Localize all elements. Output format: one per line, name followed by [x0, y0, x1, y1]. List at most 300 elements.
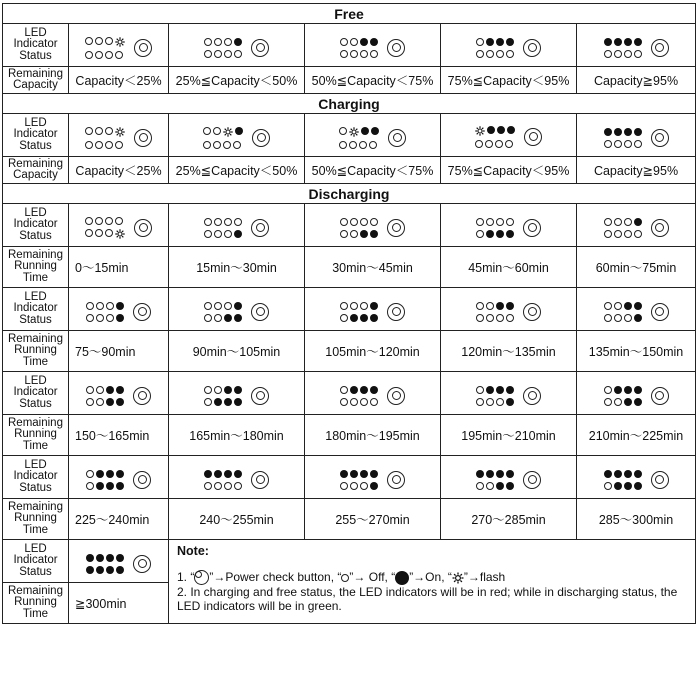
- led-off: [624, 230, 632, 238]
- led-on: [234, 38, 242, 46]
- led-off: [506, 314, 514, 322]
- led-on: [506, 230, 514, 238]
- led-on: [624, 38, 632, 46]
- power-check-button-icon: [387, 387, 405, 405]
- led-off: [476, 230, 484, 238]
- led-on: [487, 126, 495, 134]
- led-cell: [577, 288, 696, 331]
- power-check-button-icon: [523, 303, 541, 321]
- led-off: [360, 398, 368, 406]
- led-on: [340, 470, 348, 478]
- led-indicator: [85, 37, 152, 59]
- led-on: [614, 470, 622, 478]
- led-cell: [169, 372, 305, 415]
- discharging-time-row: [3, 415, 696, 456]
- row-label: LED Indicator Status: [3, 204, 69, 247]
- led-off: [496, 50, 504, 58]
- discharging-time-row: [3, 247, 696, 288]
- section-charging-header: Charging: [3, 94, 696, 114]
- led-off: [360, 302, 368, 310]
- capacity-cell: 75%≦Capacity＜95%: [441, 157, 577, 184]
- section-discharging-header: Discharging: [3, 184, 696, 204]
- led-on: [496, 38, 504, 46]
- led-on: [214, 470, 222, 478]
- led-off: [476, 398, 484, 406]
- led-off: [476, 38, 484, 46]
- led-off: [214, 302, 222, 310]
- led-indicator: [85, 127, 152, 149]
- led-off: [85, 141, 93, 149]
- led-on: [634, 314, 642, 322]
- led-on: [486, 38, 494, 46]
- led-off: [214, 230, 222, 238]
- led-off: [496, 398, 504, 406]
- led-on: [116, 554, 124, 562]
- time-cell: ≧300min: [69, 583, 169, 624]
- led-off: [204, 398, 212, 406]
- led-on: [370, 482, 378, 490]
- led-off: [234, 50, 242, 58]
- led-off: [496, 314, 504, 322]
- led-on: [350, 470, 358, 478]
- led-on: [634, 218, 642, 226]
- led-cell: [305, 456, 441, 499]
- led-indicator: [476, 302, 541, 322]
- led-on: [234, 398, 242, 406]
- led-off: [224, 302, 232, 310]
- row-label: LED Indicator Status: [3, 114, 69, 157]
- capacity-cell: Capacity≧95%: [577, 157, 696, 184]
- led-off: [604, 140, 612, 148]
- led-on: [624, 482, 632, 490]
- led-off: [85, 217, 93, 225]
- time-cell: 150～165min: [69, 415, 169, 456]
- led-off: [604, 218, 612, 226]
- time-cell: 30min～45min: [305, 247, 441, 288]
- led-on: [224, 386, 232, 394]
- led-flash-icon: [452, 572, 464, 584]
- led-off: [476, 482, 484, 490]
- led-off: [360, 50, 368, 58]
- led-off: [204, 386, 212, 394]
- led-off: [340, 50, 348, 58]
- led-off: [614, 140, 622, 148]
- led-on: [634, 482, 642, 490]
- led-off: [224, 482, 232, 490]
- led-cell: [305, 288, 441, 331]
- led-off: [604, 314, 612, 322]
- led-off: [105, 217, 113, 225]
- led-off: [340, 482, 348, 490]
- led-off: [214, 482, 222, 490]
- led-on: [634, 398, 642, 406]
- row-label: Remaining Capacity: [3, 157, 69, 184]
- led-indicator: [86, 302, 151, 322]
- led-off: [224, 38, 232, 46]
- row-label: Remaining Running Time: [3, 415, 69, 456]
- led-on: [370, 314, 378, 322]
- time-cell: 195min～210min: [441, 415, 577, 456]
- led-on: [624, 386, 632, 394]
- led-off: [86, 386, 94, 394]
- led-on: [360, 386, 368, 394]
- led-off: [95, 217, 103, 225]
- led-on: [86, 554, 94, 562]
- led-off: [233, 141, 241, 149]
- led-off: [624, 50, 632, 58]
- led-cell: [69, 372, 169, 415]
- power-check-button-icon: [133, 387, 151, 405]
- led-off: [350, 230, 358, 238]
- led-on: [96, 482, 104, 490]
- led-off: [85, 37, 93, 45]
- led-cell: [305, 204, 441, 247]
- led-indicator: [604, 470, 669, 490]
- led-off: [486, 218, 494, 226]
- note-line-2: 2. In charging and free status, the LED indicators will be in red; while in discharging status, the LED indicators will be in green.: [177, 585, 678, 614]
- led-on: [96, 566, 104, 574]
- led-on: [224, 470, 232, 478]
- led-on: [234, 314, 242, 322]
- led-on: [486, 386, 494, 394]
- led-off: [95, 229, 103, 237]
- power-check-button-icon: [251, 387, 269, 405]
- led-off: [234, 218, 242, 226]
- led-on: [506, 386, 514, 394]
- led-on: [106, 470, 114, 478]
- led-off: [350, 302, 358, 310]
- led-off: [360, 218, 368, 226]
- capacity-cell: 50%≦Capacity＜75%: [305, 67, 441, 94]
- led-off: [86, 398, 94, 406]
- led-off: [85, 51, 93, 59]
- led-off: [350, 38, 358, 46]
- led-off: [224, 218, 232, 226]
- capacity-cell: Capacity≧95%: [577, 67, 696, 94]
- led-on: [116, 482, 124, 490]
- led-indicator: [604, 38, 669, 58]
- led-cell: [169, 24, 305, 67]
- power-check-button-icon: [651, 219, 669, 237]
- led-on: [506, 398, 514, 406]
- led-flash: [349, 127, 359, 137]
- power-check-button-icon: [251, 303, 269, 321]
- led-on: [360, 230, 368, 238]
- led-off: [96, 398, 104, 406]
- led-flash: [115, 37, 125, 47]
- led-cell: [169, 456, 305, 499]
- led-indicator: [204, 218, 269, 238]
- led-off: [634, 50, 642, 58]
- power-check-button-icon: [134, 129, 152, 147]
- led-off: [370, 398, 378, 406]
- led-off: [349, 141, 357, 149]
- led-on: [350, 314, 358, 322]
- led-off: [204, 218, 212, 226]
- led-cell: [305, 372, 441, 415]
- led-on: [116, 470, 124, 478]
- led-off: [340, 230, 348, 238]
- led-indicator: [340, 218, 405, 238]
- led-cell: [169, 288, 305, 331]
- led-on: [96, 554, 104, 562]
- led-off: [214, 314, 222, 322]
- led-off: [505, 140, 513, 148]
- led-on: [506, 482, 514, 490]
- led-on: [486, 470, 494, 478]
- led-off: [105, 229, 113, 237]
- led-off: [614, 230, 622, 238]
- led-off: [86, 314, 94, 322]
- led-cell: [169, 204, 305, 247]
- led-off: [86, 302, 94, 310]
- led-on: [106, 566, 114, 574]
- led-indicator: [339, 127, 406, 149]
- discharging-led-row: [3, 204, 696, 247]
- led-cell: [441, 372, 577, 415]
- led-flash: [475, 126, 485, 136]
- led-cell: [69, 114, 169, 157]
- led-off: [340, 398, 348, 406]
- power-check-button-icon: [134, 219, 152, 237]
- power-check-button-icon: [134, 39, 152, 57]
- led-cell: [577, 456, 696, 499]
- led-off: [95, 141, 103, 149]
- led-on: [604, 470, 612, 478]
- led-on: [614, 482, 622, 490]
- led-off: [486, 302, 494, 310]
- led-on: [106, 554, 114, 562]
- led-off: [340, 38, 348, 46]
- time-cell: 270～285min: [441, 499, 577, 540]
- led-cell: [577, 24, 696, 67]
- led-on: [604, 128, 612, 136]
- led-indicator: [340, 302, 405, 322]
- power-check-button-icon: [387, 303, 405, 321]
- led-off: [224, 230, 232, 238]
- led-off: [339, 127, 347, 135]
- led-off: [85, 229, 93, 237]
- power-check-button-icon: [133, 303, 151, 321]
- led-off: [476, 314, 484, 322]
- led-off: [214, 50, 222, 58]
- led-on: [624, 398, 632, 406]
- led-on: [370, 302, 378, 310]
- led-off: [476, 218, 484, 226]
- capacity-cell: 25%≦Capacity＜50%: [169, 157, 305, 184]
- time-cell: 15min～30min: [169, 247, 305, 288]
- led-off: [214, 386, 222, 394]
- row-label: Remaining Running Time: [3, 331, 69, 372]
- led-off: [224, 50, 232, 58]
- power-check-button-icon: [523, 471, 541, 489]
- led-indicator: [86, 554, 151, 574]
- led-on: [370, 386, 378, 394]
- led-on: [234, 386, 242, 394]
- note-box: [169, 540, 696, 624]
- power-check-button-icon: [388, 129, 406, 147]
- row-label: Remaining Running Time: [3, 247, 69, 288]
- led-cell: [69, 288, 169, 331]
- led-on: [116, 566, 124, 574]
- led-on: [476, 470, 484, 478]
- led-off: [486, 50, 494, 58]
- led-on: [370, 38, 378, 46]
- led-off: [340, 302, 348, 310]
- time-cell: 0～15min: [69, 247, 169, 288]
- row-label: LED Indicator Status: [3, 372, 69, 415]
- led-off: [604, 50, 612, 58]
- led-off: [105, 141, 113, 149]
- led-off: [204, 314, 212, 322]
- led-off: [115, 141, 123, 149]
- led-off: [204, 230, 212, 238]
- led-on: [624, 302, 632, 310]
- charging-capacity-row: [3, 157, 696, 184]
- led-on: [634, 38, 642, 46]
- led-off: [223, 141, 231, 149]
- led-on: [361, 127, 369, 135]
- led-on: [614, 386, 622, 394]
- led-off: [624, 218, 632, 226]
- power-check-button-icon: [387, 39, 405, 57]
- led-indicator: [476, 386, 541, 406]
- time-cell: 90min～105min: [169, 331, 305, 372]
- discharging-led-row: [3, 372, 696, 415]
- led-indicator: [476, 470, 541, 490]
- led-off: [350, 218, 358, 226]
- led-on: [624, 470, 632, 478]
- led-flash: [115, 127, 125, 137]
- led-off: [115, 51, 123, 59]
- led-off: [340, 314, 348, 322]
- led-cell: [69, 540, 169, 583]
- power-check-button-icon: [523, 387, 541, 405]
- led-off: [203, 127, 211, 135]
- led-off: [634, 230, 642, 238]
- led-off: [369, 141, 377, 149]
- led-off: [476, 50, 484, 58]
- row-label: Remaining Capacity: [3, 67, 69, 94]
- led-cell: [305, 24, 441, 67]
- time-cell: 135min～150min: [577, 331, 696, 372]
- led-on: [634, 386, 642, 394]
- capacity-cell: 50%≦Capacity＜75%: [305, 157, 441, 184]
- row-label: LED Indicator Status: [3, 456, 69, 499]
- led-cell: [577, 114, 696, 157]
- free-capacity-row: [3, 67, 696, 94]
- led-off: [203, 141, 211, 149]
- power-check-button-icon: [651, 303, 669, 321]
- led-off: [213, 127, 221, 135]
- led-indicator: [475, 126, 542, 148]
- led-off: [204, 50, 212, 58]
- led-off: [486, 482, 494, 490]
- led-on: [614, 38, 622, 46]
- led-off: [350, 398, 358, 406]
- row-label: LED Indicator Status: [3, 540, 69, 583]
- led-off: [360, 482, 368, 490]
- led-off: [486, 398, 494, 406]
- led-on: [496, 302, 504, 310]
- power-check-button-icon: [251, 471, 269, 489]
- time-cell: 255～270min: [305, 499, 441, 540]
- led-on: [507, 126, 515, 134]
- led-off: [604, 386, 612, 394]
- led-off: [95, 127, 103, 135]
- time-cell: 120min～135min: [441, 331, 577, 372]
- led-on: [360, 470, 368, 478]
- power-check-button-icon: [524, 128, 542, 146]
- led-on: [634, 302, 642, 310]
- row-label: LED Indicator Status: [3, 288, 69, 331]
- led-off: [614, 314, 622, 322]
- led-on: [224, 398, 232, 406]
- led-off: [213, 141, 221, 149]
- led-indicator: [85, 217, 152, 239]
- led-off: [96, 302, 104, 310]
- led-off: [106, 314, 114, 322]
- time-cell: 105min～120min: [305, 331, 441, 372]
- led-indicator: [476, 218, 541, 238]
- led-off: [614, 398, 622, 406]
- led-off: [105, 127, 113, 135]
- capacity-cell: Capacity＜25%: [69, 157, 169, 184]
- time-cell: 225～240min: [69, 499, 169, 540]
- led-indicator: [204, 38, 269, 58]
- led-cell: [441, 456, 577, 499]
- led-off: [634, 140, 642, 148]
- led-on: [360, 314, 368, 322]
- time-cell: 210min～225min: [577, 415, 696, 456]
- led-cell: [69, 204, 169, 247]
- led-on: [234, 302, 242, 310]
- led-on-icon: [395, 571, 409, 585]
- time-cell: 165min～180min: [169, 415, 305, 456]
- led-off: [204, 38, 212, 46]
- led-indicator: [340, 386, 405, 406]
- led-on: [624, 128, 632, 136]
- last-led-row: [3, 540, 696, 583]
- led-indicator: [204, 302, 269, 322]
- time-cell: 45min～60min: [441, 247, 577, 288]
- section-free-header: Free: [3, 4, 696, 24]
- led-off: [86, 482, 94, 490]
- led-cell: [441, 114, 577, 157]
- led-off: [96, 314, 104, 322]
- led-off: [115, 217, 123, 225]
- led-off: [506, 50, 514, 58]
- led-off: [485, 140, 493, 148]
- led-indicator: [604, 302, 669, 322]
- power-check-button-icon: [252, 129, 270, 147]
- led-on: [204, 470, 212, 478]
- discharging-led-row: [3, 456, 696, 499]
- led-on: [371, 127, 379, 135]
- led-on: [360, 38, 368, 46]
- led-on: [496, 482, 504, 490]
- led-on: [370, 470, 378, 478]
- free-led-row: [3, 24, 696, 67]
- power-check-button-icon: [651, 387, 669, 405]
- row-label: Remaining Running Time: [3, 583, 69, 624]
- led-on: [506, 470, 514, 478]
- led-off: [105, 37, 113, 45]
- led-indicator: [340, 38, 405, 58]
- led-on: [116, 302, 124, 310]
- led-on: [370, 230, 378, 238]
- led-indicator: [604, 386, 669, 406]
